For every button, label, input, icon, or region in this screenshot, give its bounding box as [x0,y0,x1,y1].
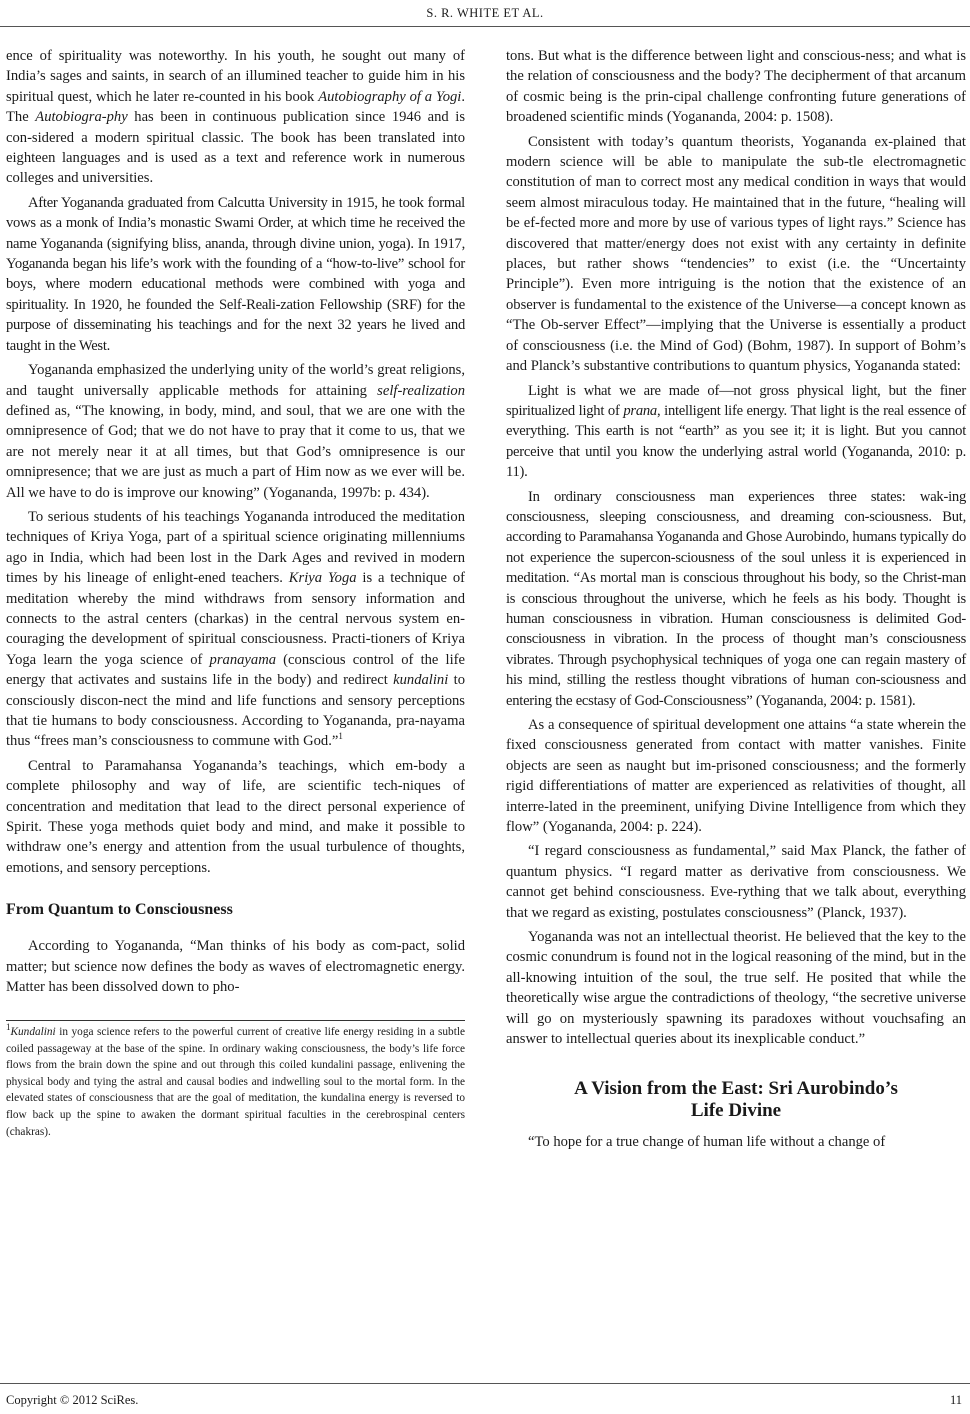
quote-text: , intelligent life energy. That light is the real essence of everything. This earth is not “earth” as you see it; it is light. But you cannot perceive that until you know the underlying astral world (Yogananda, 2010: p. 11). [506,402,966,481]
paragraph: Central to Paramahansa Yogananda’s teachings, which em-body a complete philosophy and way of life, are scientific tech-niques of concentration and meditation that lead to the direct personal experience of Spirit. These yoga methods quiet body and mind, and make it possible to withdraw one’s energy and attention from the usual turbulence of thoughts, emotions, and sensory perceptions. [6,757,465,876]
footer-rule [0,1383,970,1384]
paragraph: tons. But what is the difference between light and conscious-ness; and what is the relation of consciousness and the body? The decipherment of that arcanum of cosmic being is the prin-cipal challenge confronting future generations of broadened scientific minds (Yogananda, 2004: p. 1508). [506,48,966,126]
paragraph: Consistent with today’s quantum theorists, Yogananda ex-plained that modern science will be able to manipulate the sub-tle electromagnetic constitution of man to correct most any medical condition in ways that would seem almost miraculous today. He maintained that in the future, “healing will be ef-fected more and more by use of various types of light rays.” Science has discovered that matter/energy does not exist with any certainty in definite places, but rather shows “tendencies” to exist (i.e. the “Uncertainty Principle”). Even more intriguing is the notion that the existence of an observer is fundamental to the existence of the Universe—a concept known as “The Ob-server Effect”—implying that the Universe is essentially a product of consciousness (i.e. the Mind of God) (Bohm, 1987). In support of Bohm’s and Planck’s substantive contributions to quantum physics, Yogananda stated: [506,133,966,375]
paragraph-text: is a technique of meditation whereby the mind withdraws from sensory information and connects to the astral centers (charkas) in the central nervous system en-couraging the development of spiritual consciousness. Practi-tioners of Kriya Yoga learn the yoga science of [6,570,465,668]
footnote-marker: 1 [338,731,343,742]
paragraph-text: Yogananda emphasized the underlying unity of the world’s great religions, and taught universally applicable methods for attaining [6,362,465,399]
left-column [6,46,465,1001]
paragraph: As a consequence of spiritual development one attains “a state wherein the fixed consciousness generated from contact with matter vanishes. Finite objects are seen as naught but im-prisoned consciousness; and the formerly rigid differentiations of matter are experienced as relativities of thought, all interre-lated in the preeminent, unifying Divine Intelligence from which they flow” (Yogananda, 2004: p. 224). [506,717,966,836]
emphasis: self-realization [377,382,465,399]
book-title: Autobiography of a Yogi [318,88,462,105]
header-rule [0,26,970,27]
paragraph-text: has been in continuous publication since 1946 and is con-sidered a modern spiritual classic. The book has been translated into eighteen languages and is used as a text and reference work in numerous colleges and universities. [6,109,465,187]
footnote-term: Kundalini [10,1026,56,1038]
paragraph-text: (conscious control of the life energy that activates and sustains life in the body) and redirect [6,651,465,689]
paragraph-text: ence of spirituality was noteworthy. In his youth, he sought out many of India’s sages and saints, in search of an illumined teacher to guide him in his spiritual quest, which he later re-counted in his book [6,48,465,105]
paragraph: “To hope for a true change of human life without a change of [528,1133,886,1150]
paragraph-text: defined as, “The knowing, in body, mind, and soul, that we are one with the omnipresence of God; that we do not have to pray that it come to us, that we are not merely near it at all times, but that God’s omnipresence is our omnipresence; that we are just as much a part of Him now as we ever will be. All we have to do is improve our knowing” (Yogananda, 1997b: p. 434). [6,402,465,501]
emphasis: pranayama [209,651,277,668]
footnote-rule [6,1020,465,1021]
emphasis: kundalini [393,672,449,689]
paragraph: In ordinary consciousness man experiences three states: wak-ing consciousness, sleeping consciousness, and dreaming con-sciousness. But, according to Paramahansa Yogananda and Ghose Aurobindo, humans typically do not experience the supercon-sciousness of the soul unless it is experienced in meditation. “As mortal man is conscious throughout his body, so the Christ-man is conscious throughout the universe, which he feels as his body. Thought is human consciousness in vibration. Human consciousness is delimited God-consciousness in vibration. In the process of thought man’s consciousness vibrates. Through psychophysical techniques of yoga one can regain mastery of his mind, stilling the restless thought vibrations of human con-sciousness and entering the ecstasy of God-Consciousness” (Yogananda, 2004: p. 1581). [506,488,966,709]
quote-text: Light is what we are made of—not gross physical light, but the finer spiritualized light of [506,382,966,419]
footnote [6,1024,465,1140]
emphasis: prana [623,402,657,419]
copyright-notice: Copyright © 2012 SciRes. [6,1393,139,1407]
paragraph: According to Yogananda, “Man thinks of his body as com-pact, solid matter; but science now defines the body as waves of electromagnetic energy. Matter has been dissolved down to pho- [6,938,465,996]
section-heading: From Quantum to Consciousness [6,901,233,919]
paragraph: After Yogananda graduated from Calcutta University in 1915, he took formal vows as a monk of India’s monastic Swami Order, at which time he received the name Yogananda (signifying bliss, ananda, through divine union, yoga). In 1917, Yogananda began his life’s work with the founding of a “how-to-live” school for boys, where modern educational methods were combined with yoga and spirituality. In 1920, he founded the Self-Reali-zation Fellowship (SRF) for the purpose of disseminating his teachings and for the next 32 years he lived and taught in the West. [6,194,465,354]
footnote-text: in yoga science refers to the powerful current of creative life energy residing in a subtle coiled passageway at the base of the spine. In ordinary waking consciousness, the body’s life force flows from the brain down the spine and out through this coiled kundalini passage, enlivening the physical body and tying the astral and causal bodies and indwelling soul to the mortal form. In the elevated states of consciousness that are the goal of meditation, the kundalina energy is reversed to flow back up the spine to awaken the dormant spiritual faculties in the cerebrospinal centers (chakras). [6,1026,465,1138]
paragraph-text: to consciously discon-nect the mind and life functions and sensory perceptions that tie humans to body consciousness. According to Yogananda, pra-nayama thus “frees man’s consciousness to commune with God.” [6,672,465,750]
paragraph-text: To serious students of his teachings Yogananda introduced the meditation techniques of Kriya Yoga, part of a spiritual science originating millenniums ago in India, which had been lost in the Dark Ages and revived in modern times by his lineage of enlight-ened teachers. [6,508,465,587]
heading-line: Life Divine [690,1099,782,1121]
paragraph [6,507,465,752]
paragraph [6,46,465,189]
footnote-marker: 1 [6,1022,11,1033]
section-heading [506,1078,966,1122]
running-head: S. R. WHITE ET AL. [426,6,544,20]
heading-line: A Vision from the East: Sri Aurobindo’s [574,1077,898,1099]
paragraph [6,360,465,503]
paragraph-text: . The [6,88,465,126]
emphasis: Kriya Yoga [288,570,357,587]
block-quote [506,381,966,483]
page-number: 11 [949,1393,962,1407]
book-title: Autobiogra-phy [35,109,128,126]
paragraph: “I regard consciousness as fundamental,” said Max Planck, the father of quantum physics. “I regard matter as derivative from consciousness. We cannot get behind consciousness. Eve-rything that we talk about, everything that we regard as existing, postulates consciousness” (Planck, 1937). [506,843,966,921]
right-column [506,46,966,1156]
paragraph: Yogananda was not an intellectual theorist. He believed that the key to the cosmic conundrum is found not in the logical reasoning of the mind, but in the all-knowing intuition of the soul, the true self. He posited that while the theoretically wise argue the contradictions of theology, “the secretive universe will go on mysteriously spawning its paradoxes without vouchsafing an answer to intellectual queries about its inexplicable conduct.” [506,929,966,1048]
